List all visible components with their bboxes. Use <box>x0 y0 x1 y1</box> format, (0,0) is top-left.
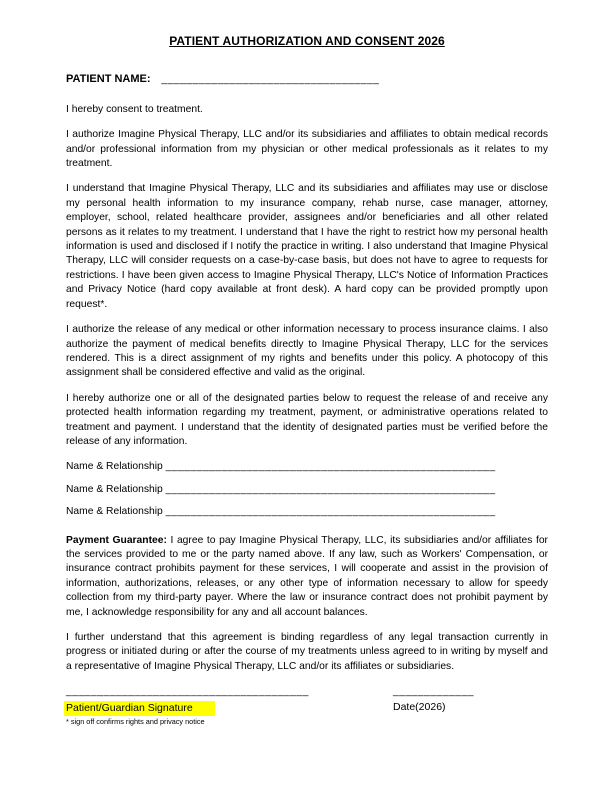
signature-section <box>66 685 548 725</box>
date-label: Date(2026) <box>393 700 446 713</box>
payment-guarantee-text: I agree to pay Imagine Physical Therapy, LLC, its subsidiaries and/or affiliates for the services provided to me or the party named above. If any law, such as Workers' Compensation, or insurance contract prohibits payment for these services, I will cooperate and assist in the provision of information, authorizations, releases, or any other type of information necessary to allow for speedy collection from my third-party payer. Where the law or insurance contract does not prohibit payment by me, I acknowledge responsibility for any and all account balances. <box>66 534 548 618</box>
party-label: Name & Relationship <box>66 483 163 495</box>
designated-party-row <box>66 483 548 497</box>
party-label: Name & Relationship <box>66 461 163 473</box>
designated-party-row <box>66 505 548 519</box>
page-title: PATIENT AUTHORIZATION AND CONSENT 2026 <box>169 34 445 48</box>
paragraph-release-claims: I authorize the release of any medical or other information necessary to process insurance claims. I also authorize the payment of medical benefits directly to Imagine Physical Therapy, LLC for the services rendered. This is a direct assignment of my rights and benefits under this policy. A photocopy of this assignment shall be considered effective and valid as the original. <box>66 324 548 379</box>
signature-block <box>66 685 393 725</box>
paragraph-authorize-records: I authorize Imagine Physical Therapy, LLC and/or its subsidiaries and affiliates to obtain medical records and/or professional information from my physician or other medical professionals as it relates to my treatment. <box>66 129 548 170</box>
patient-name-field[interactable]: ___________________________________ <box>161 74 380 86</box>
party-label: Name & Relationship <box>66 506 163 518</box>
signature-field[interactable]: _______________________________________ <box>66 686 309 698</box>
patient-name-label: PATIENT NAME: <box>66 73 151 86</box>
designated-party-row <box>66 460 548 474</box>
payment-guarantee-label: Payment Guarantee: <box>66 534 167 546</box>
paragraph-consent: I hereby consent to treatment. <box>66 103 203 115</box>
signature-footnote: * sign off confirms rights and privacy notice <box>66 716 205 726</box>
party-field[interactable]: _____________________________________________________ <box>165 483 496 495</box>
party-field[interactable]: _____________________________________________________ <box>165 506 496 518</box>
patient-guardian-signature-label: Patient/Guardian Signature <box>64 701 215 716</box>
date-block <box>393 685 474 713</box>
patient-name-row <box>66 72 548 87</box>
designated-parties-section <box>66 460 548 519</box>
paragraph-designated-intro: I hereby authorize one or all of the designated parties below to request the release of and receive any protected health information regarding my treatment, payment, or administrative operations related to treatment and payment. I understand that the identity of designated parties must be verified before the release of any information. <box>66 392 548 447</box>
signature-label-row <box>66 701 393 716</box>
paragraph-binding-clause: I further understand that this agreement is binding regardless of any legal transaction currently in progress or initiated during or after the course of my treatments unless agreed to in writing by myself and a representative of Imagine Physical Therapy, LLC and/or its affiliates or subsidiaries. <box>66 632 548 672</box>
date-field[interactable]: _____________ <box>393 686 474 698</box>
party-field[interactable]: _____________________________________________________ <box>165 461 496 473</box>
paragraph-payment-guarantee <box>66 534 548 620</box>
paragraph-use-disclose: I understand that Imagine Physical Therapy, LLC and its subsidiaries and affiliates may use or disclose my personal health information to my insurance company, rehab nurse, case manager, attorney, employer, school, related healthcare provider, assignees and/or beneficiaries and all other related persons as it relates to my treatment. I understand that I have the right to restrict how my personal health information is used and disclosed if I notify the practice in writing. I also understand that Imagine Physical Therapy, LLC will consider requests on a case-by-case basis, but does not have to agree to requests for restrictions. I have been given access to Imagine Physical Therapy, LLC's Notice of Information Practices and Privacy Notice (hard copy available at front desk). A hard copy can be provided promptly upon request*. <box>66 183 548 310</box>
